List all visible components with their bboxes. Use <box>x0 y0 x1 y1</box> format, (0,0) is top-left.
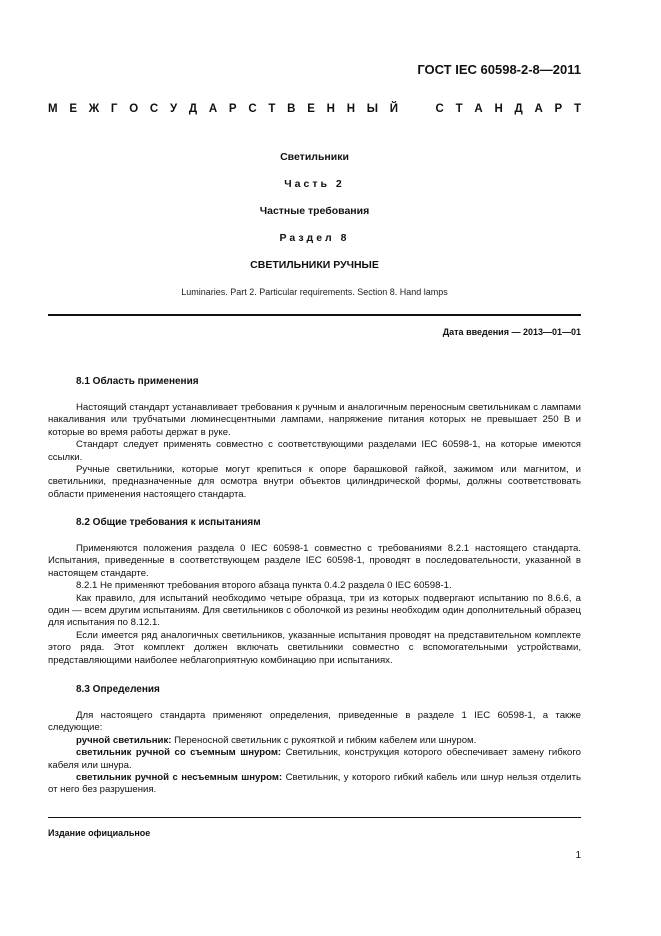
heading-letter: Р <box>228 103 237 115</box>
heading-letter: Ы <box>366 103 379 115</box>
heading-letter: О <box>129 103 139 115</box>
paragraph: Стандарт следует применять совместно с соответствующими разделами IEC 60598-1, на которые имеются ссылки. <box>48 439 581 463</box>
official-edition-label: Издание официальное <box>48 828 151 838</box>
heading-letter: С <box>248 103 257 115</box>
heading-letter: Р <box>554 103 563 115</box>
paragraph: Как правило, для испытаний необходимо четыре образца, три из которых подвергают испытанию по 8.6.6, а один — всем другим испытаниям. Для светильников с оболочкой из резины необходим один дополнительный образец для испытания по 8.12.1. <box>48 592 581 629</box>
paragraph: Настоящий стандарт устанавливает требования к ручным и аналогичным переносным светильникам с лампами накаливания или трубчатыми люминесцентными лампами, напряжение питания которых не превышает 250 В и которые во время работы держат в руке. <box>48 402 581 438</box>
paragraph: Применяются положения раздела 0 IEC 60598-1 совместно с требованиями 8.2.1 настоящего стандарта. Испытания, приведенные в соответствующем разделе IEC 60598-1, проводят в последовательности, указанной в настоящем стандарте. <box>48 543 581 579</box>
standard-number: ГОСТ IEC 60598-2-8—2011 <box>417 62 581 77</box>
title-hand-lamps: СВЕТИЛЬНИКИ РУЧНЫЕ <box>250 259 379 271</box>
term: светильник ручной со съемным шнуром: <box>76 747 282 759</box>
section-8-3-heading: 8.3 Определения <box>76 684 160 695</box>
term: светильник ручной с несъемным шнуром: <box>76 772 283 784</box>
title-divider <box>48 314 581 316</box>
heading-letter: У <box>169 103 178 115</box>
section-8-2-heading: 8.2 Общие требования к испытаниям <box>76 517 261 528</box>
heading-letter: Й <box>389 103 399 115</box>
section-8-1-body <box>48 402 581 501</box>
paragraph: Для настоящего стандарта применяют определения, приведенные в разделе 1 IEC 60598-1, а также следующие: <box>48 710 581 734</box>
title-section: Раздел 8 <box>279 232 350 244</box>
definition-non-detachable-cord <box>48 772 581 797</box>
heading-letter: С <box>435 103 444 115</box>
section-8-2-body <box>48 543 581 667</box>
heading-letter: В <box>287 103 296 115</box>
term: ручной светильник: <box>76 734 172 746</box>
section-8-1-heading: 8.1 Область применения <box>76 376 199 387</box>
definition-hand-lamp <box>48 735 581 747</box>
definition-text: Светильник, конструкция которого обеспечивает замену гибкого кабеля или шнура. <box>48 747 581 771</box>
heading-letter: Д <box>514 103 523 115</box>
heading-letter: С <box>149 103 159 115</box>
heading-letter: Д <box>188 103 198 115</box>
letter-gap <box>410 103 424 115</box>
heading-letter: А <box>208 103 218 115</box>
heading-letter: Н <box>326 103 335 115</box>
english-title: Luminaries. Part 2. Particular requirements. Section 8. Hand lamps <box>181 287 448 297</box>
introduction-date: Дата введения — 2013—01—01 <box>442 327 581 337</box>
heading-letter: Т <box>573 103 581 115</box>
paragraph: 8.2.1 Не применяют требования второго абзаца пункта 0.4.2 раздела 0 IEC 60598-1. <box>76 580 452 592</box>
paragraph: Если имеется ряд аналогичных светильников, указанные испытания проводят на представительном комплекте этого ряда. Этот комплект должен включать светильники совместно с вспомогательными устройствами, представляющими наиболее неблагоприятную комбинацию при испытаниях. <box>48 629 581 666</box>
heading-letter: Т <box>268 103 276 115</box>
definition-text: Переносной светильник с рукояткой и гибким кабелем или шнуром. <box>171 734 477 746</box>
title-line-luminaires: Светильники <box>280 151 349 163</box>
heading-letter: М <box>48 103 58 115</box>
interstate-standard-heading <box>48 103 581 115</box>
heading-letter: Ж <box>88 103 100 115</box>
heading-letter: Н <box>494 103 503 115</box>
footer-divider <box>48 817 581 818</box>
section-8-3-body <box>48 710 581 797</box>
heading-letter: Е <box>307 103 315 115</box>
heading-letter: Т <box>455 103 463 115</box>
title-part: Часть 2 <box>284 178 345 190</box>
definition-detachable-cord <box>48 747 581 772</box>
page-number: 1 <box>575 850 581 861</box>
definition-text: Светильник, у которого гибкий кабель или шнур нельзя отделить от него без разрушения. <box>48 772 581 796</box>
heading-letter: А <box>534 103 543 115</box>
heading-letter: Г <box>110 103 118 115</box>
paragraph: Ручные светильники, которые могут крепиться к опоре барашковой гайкой, зажимом или магнитом, и светильники, предназначенные для осмотра внутри объектов цилиндрической формы, должны соответствовать области применения настоящего стандарта. <box>48 464 581 500</box>
title-particular-requirements: Частные требования <box>259 205 370 217</box>
heading-letter: А <box>474 103 483 115</box>
heading-letter: Е <box>69 103 78 115</box>
heading-letter: Н <box>346 103 356 115</box>
